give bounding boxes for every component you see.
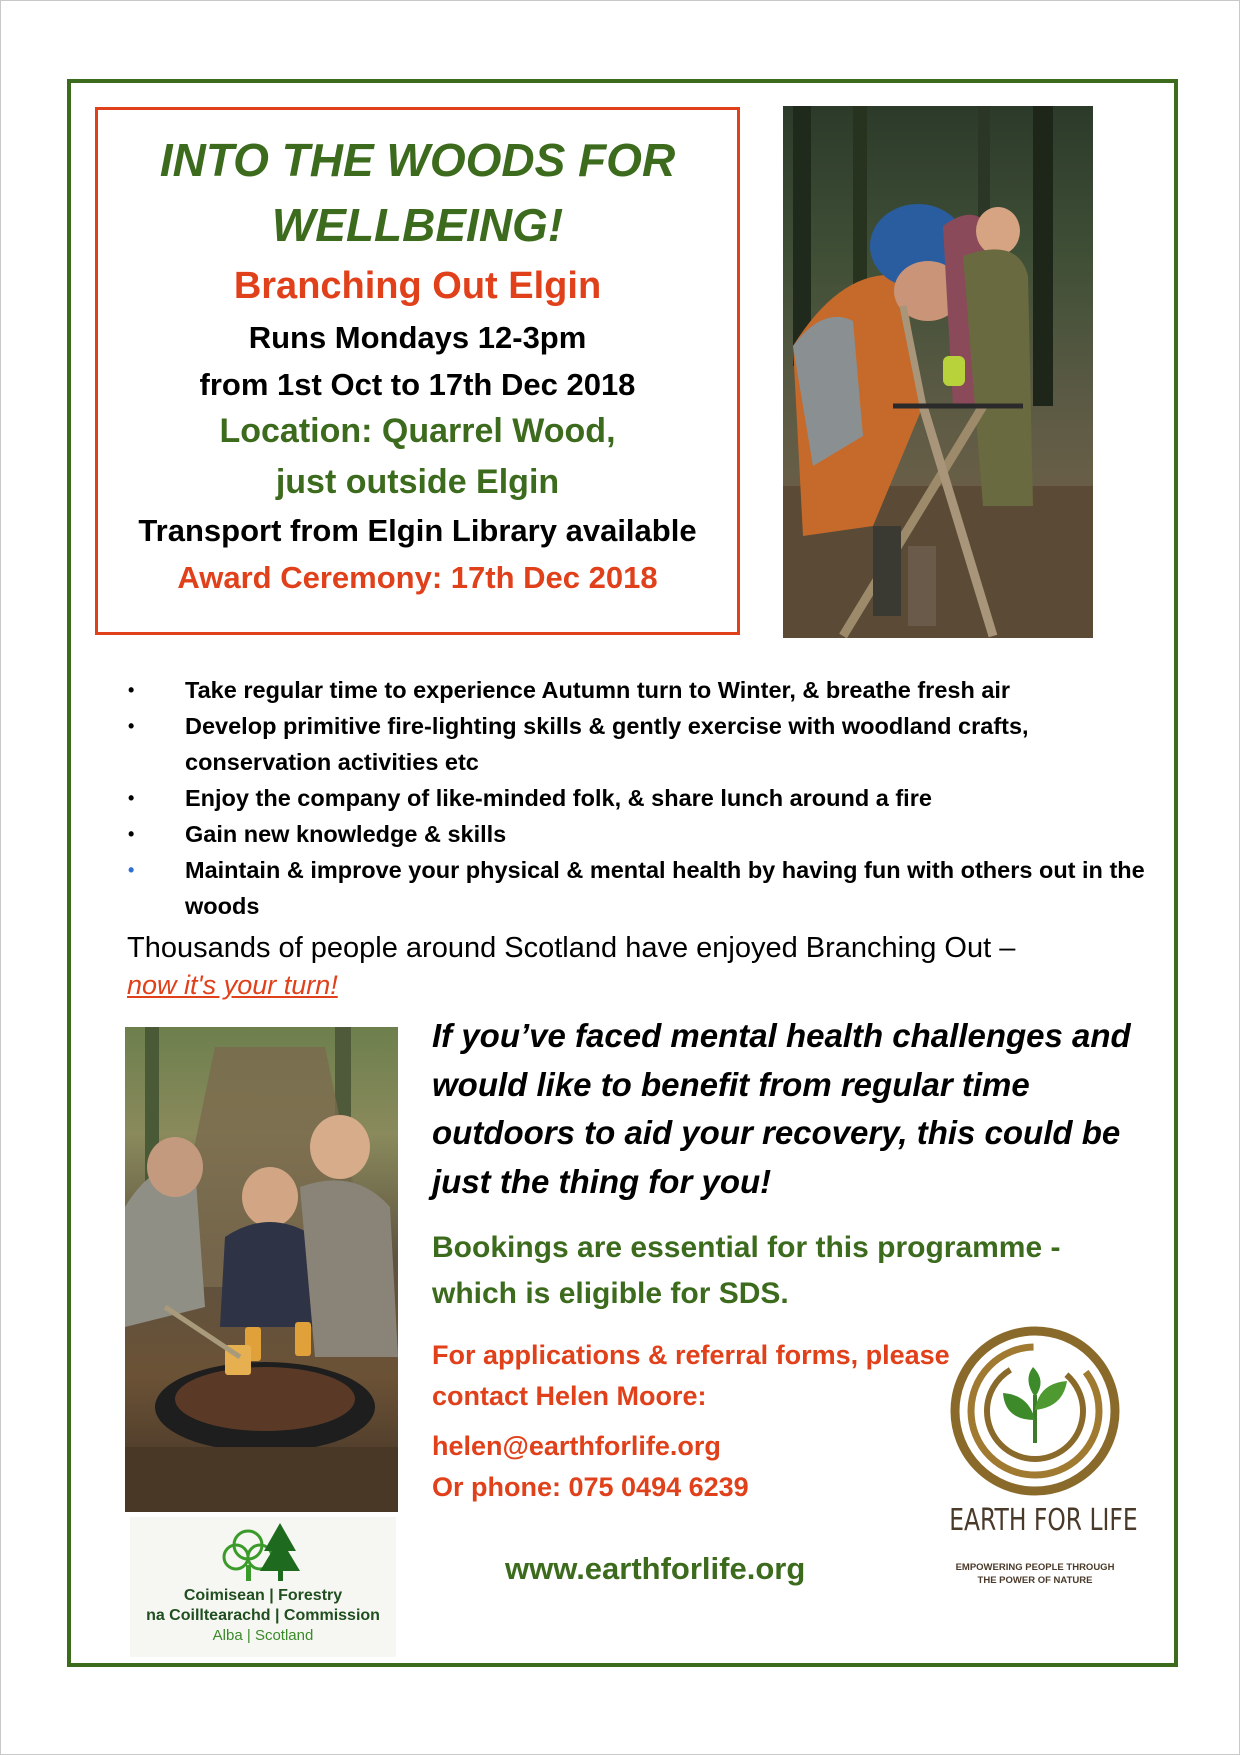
transport-text: Transport from Elgin Library available <box>138 513 697 548</box>
runs-text: Runs Mondays 12-3pm <box>248 320 587 355</box>
benefits-list <box>125 672 1165 924</box>
contact-phone: Or phone: 075 0494 6239 <box>432 1472 749 1502</box>
your-turn-text: now it's your turn! <box>127 970 338 1000</box>
forestry-commission-logo <box>130 1517 396 1657</box>
list-item: • Gain new knowledge & skills <box>125 816 1165 852</box>
programme-subtitle: Branching Out Elgin <box>233 265 602 307</box>
title-line-2: WELLBEING! <box>271 199 564 251</box>
bullet-icon: • <box>128 824 135 844</box>
contact-intro: For applications & referral forms, please contact Helen Moore: <box>432 1340 950 1411</box>
bullet-icon: • <box>128 680 135 700</box>
location-line-1: Location: Quarrel Wood, <box>219 412 616 450</box>
list-item: • Develop primitive fire-lighting skills & gently exercise with woodland crafts, conservation activities etc <box>125 708 1165 780</box>
campfire-cooking-photo <box>125 1027 398 1512</box>
forestry-line-1: Coimisean | Forestry <box>183 1587 343 1604</box>
bookings-notice: Bookings are essential for this programme - which is eligible for SDS. <box>432 1231 1061 1310</box>
tree-icon <box>130 1517 396 1587</box>
list-item: • Maintain & improve your physical & mental health by having fun with others out in the woods <box>125 852 1165 924</box>
earth-for-life-logo <box>925 1325 1145 1595</box>
forestry-line-3: Alba | Scotland <box>212 1627 314 1644</box>
woodland-activity-photo <box>783 106 1093 638</box>
bullet-icon: • <box>128 788 135 808</box>
location-line-2: just outside Elgin <box>275 463 560 501</box>
award-text: Award Ceremony: 17th Dec 2018 <box>177 560 658 595</box>
earth-for-life-tagline: EMPOWERING PEOPLE THROUGH THE POWER OF NATURE <box>955 1562 1115 1586</box>
thousands-text: Thousands of people around Scotland have enjoyed Branching Out – <box>127 932 1016 964</box>
list-item: • Take regular time to experience Autumn turn to Winter, & breathe fresh air <box>125 672 1165 708</box>
earth-for-life-wordmark: EARTH FOR LIFE <box>949 1503 1138 1538</box>
list-item: • Enjoy the company of like-minded folk, & share lunch around a fire <box>125 780 1165 816</box>
title-box <box>95 107 740 635</box>
mental-health-message: If you’ve faced mental health challenges and would like to benefit from regular time outdoors to aid your recovery, this could be just the thing for you! <box>432 1017 1131 1200</box>
bullet-icon: • <box>128 716 135 736</box>
website-link[interactable]: www.earthforlife.org <box>505 1551 806 1586</box>
title-line-1: INTO THE WOODS FOR <box>159 134 676 186</box>
contact-email[interactable]: helen@earthforlife.org <box>432 1431 721 1461</box>
forestry-line-2: na Coilltearachd | Commission <box>146 1607 380 1624</box>
swirl-plant-icon <box>925 1325 1145 1500</box>
dates-text: from 1st Oct to 17th Dec 2018 <box>199 367 636 402</box>
bullet-icon: • <box>128 860 135 880</box>
